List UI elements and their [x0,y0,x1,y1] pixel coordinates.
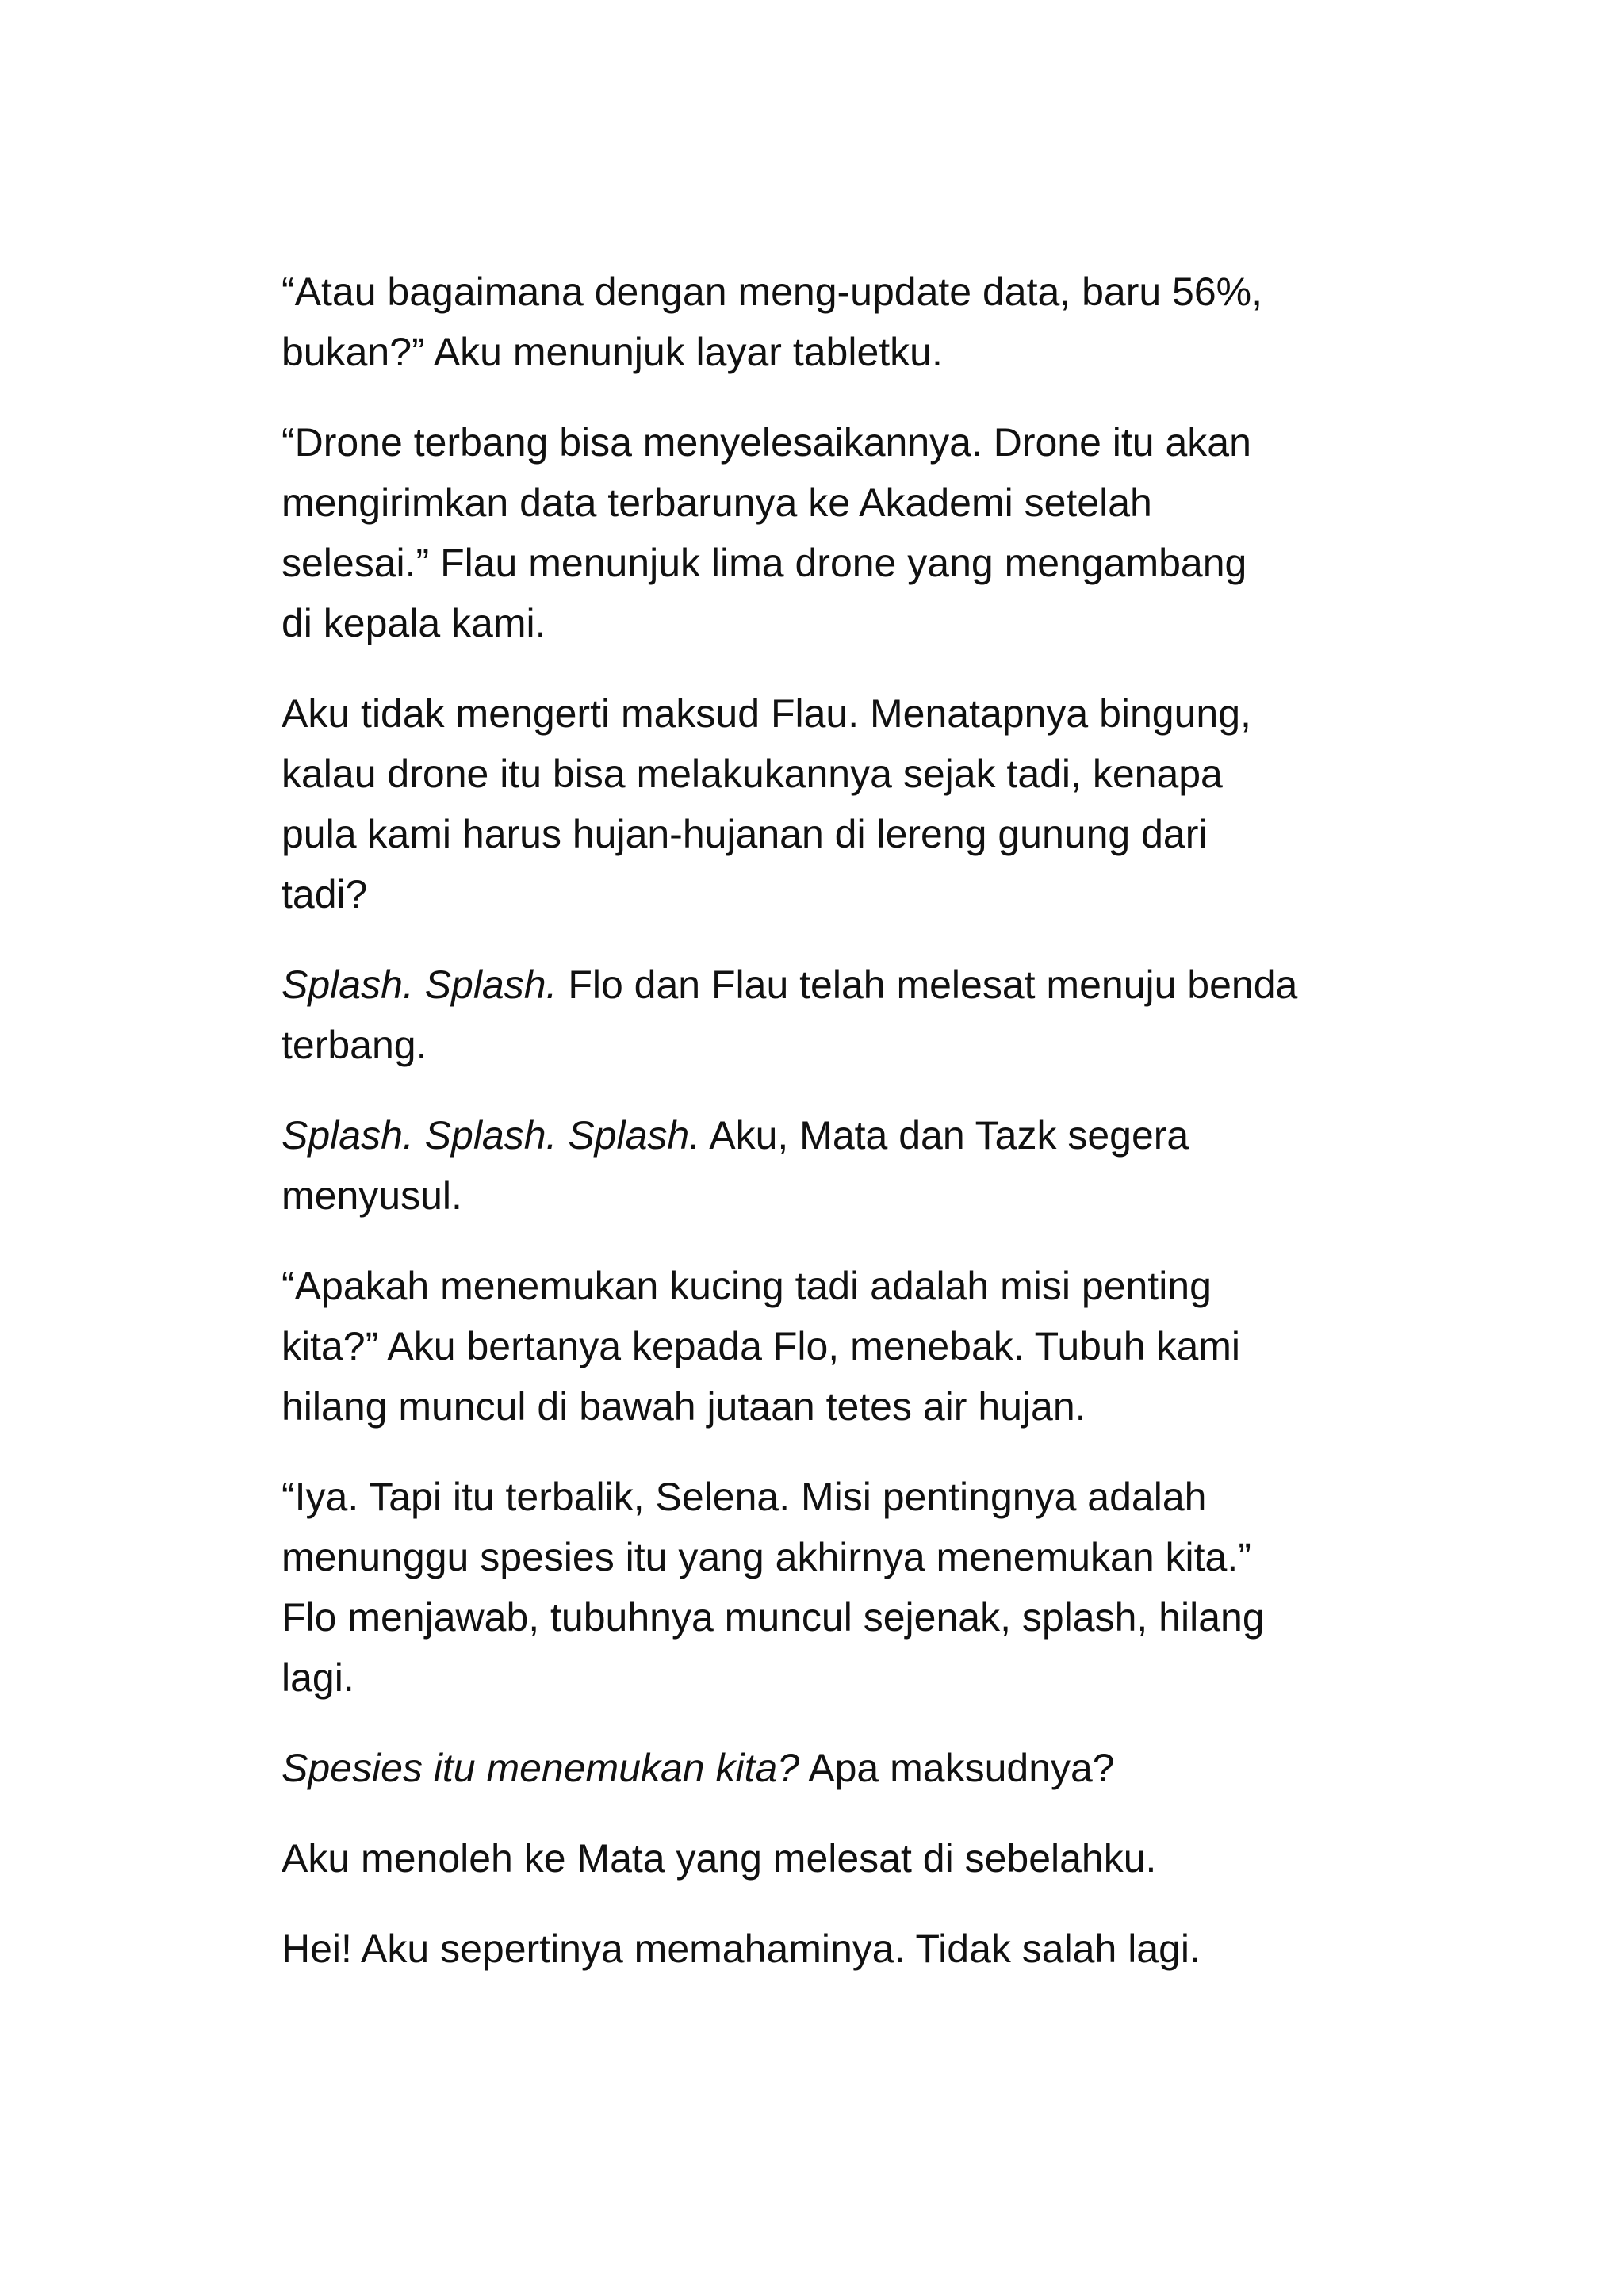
paragraph-5 [282,1105,1360,1226]
text-line: hilang muncul di bawah jutaan tetes air hujan. [282,1384,1086,1429]
text-line: Apa maksudnya? [799,1746,1115,1790]
paragraph-1 [282,262,1360,382]
text-line: di kepala kami. [282,601,546,645]
story-text [282,262,1360,2009]
text-line: “Drone terbang bisa menyelesaikannya. Drone itu akan [282,420,1251,465]
text-line: Aku menoleh ke Mata yang melesat di sebelahku. [282,1836,1157,1881]
text-line: tadi? [282,872,368,916]
text-line: Aku tidak mengerti maksud Flau. Menatapnya bingung, [282,691,1251,736]
text-line: terbang. [282,1023,427,1067]
italic-sound-effect: Splash. Splash. [282,962,557,1007]
text-line: Flo menjawab, tubuhnya muncul sejenak, splash, hilang [282,1595,1265,1640]
text-line: menunggu spesies itu yang akhirnya menemukan kita.” [282,1535,1251,1579]
text-line: mengirimkan data terbarunya ke Akademi setelah [282,480,1152,525]
paragraph-6 [282,1256,1360,1437]
text-line: pula kami harus hujan-hujanan di lereng gunung dari [282,812,1208,856]
text-line: “Apakah menemukan kucing tadi adalah misi penting [282,1264,1212,1308]
text-line: selesai.” Flau menunjuk lima drone yang mengambang [282,541,1247,585]
text-line: kalau drone itu bisa melakukannya sejak tadi, kenapa [282,752,1223,796]
text-line: kita?” Aku bertanya kepada Flo, menebak. Tubuh kami [282,1324,1241,1368]
text-line: “Iya. Tapi itu terbalik, Selena. Misi pentingnya adalah [282,1475,1207,1519]
italic-sound-effect: Splash. Splash. Splash. [282,1113,701,1158]
paragraph-8 [282,1738,1360,1798]
text-line: lagi. [282,1655,354,1700]
text-line: Aku, Mata dan Tazk segera [700,1113,1189,1158]
text-line: bukan?” Aku menunjuk layar tabletku. [282,330,943,374]
text-line: Hei! Aku sepertinya memahaminya. Tidak salah lagi. [282,1927,1201,1971]
paragraph-2 [282,412,1360,653]
text-line: Flo dan Flau telah melesat menuju benda [557,962,1298,1007]
paragraph-7 [282,1467,1360,1708]
paragraph-4 [282,955,1360,1075]
paragraph-3 [282,683,1360,924]
text-line: menyusul. [282,1173,462,1218]
text-line: “Atau bagaimana dengan meng-update data, baru 56%, [282,270,1263,314]
paragraph-10 [282,1919,1360,1979]
paragraph-9 [282,1828,1360,1888]
italic-thought: Spesies itu menemukan kita? [282,1746,800,1790]
